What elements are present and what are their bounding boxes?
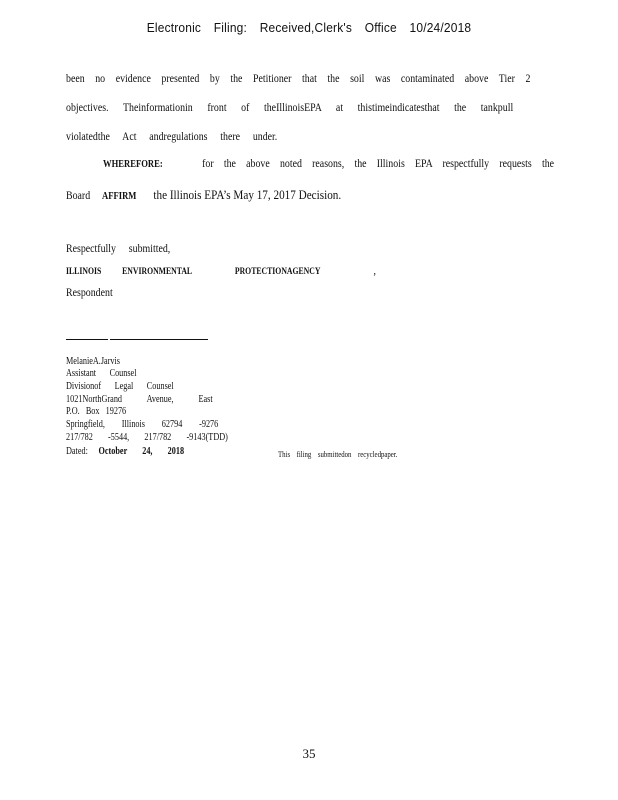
wherefore-line: [103, 158, 555, 170]
affirm-line: [66, 187, 341, 203]
signer-title: Assistant Counsel: [66, 368, 137, 379]
dated-value: October 24, 2018: [98, 446, 185, 457]
signer-phone: 217/782 -5544, 217/782 -9143(TDD): [66, 432, 228, 443]
wherefore-label: WHEREFORE:: [103, 159, 163, 170]
recycled-paper-note: This filing submittedon recycledpaper.: [278, 449, 398, 459]
signature-line-right: [110, 339, 208, 340]
affirm-word: AFFIRM: [101, 191, 137, 202]
decision-text: the Illinois EPA’s May 17, 2017 Decision.: [153, 187, 342, 202]
page-number: 35: [302, 746, 316, 761]
signer-city: Springfield, Illinois 62794 -9276: [66, 419, 219, 430]
agency-comma: ,: [373, 265, 377, 277]
body-line-2: objectives. Theinformationin front of theIllinoisEPA at thistimeindicatesthat the tankpull: [66, 102, 514, 114]
board-word: Board: [66, 190, 91, 202]
body-line-3: violatedthe Act andregulations there under.: [66, 131, 278, 143]
body-line-1: been no evidence presented by the Petitioner that the soil was contaminated above Tier 2: [66, 73, 531, 85]
signer-division: Divisionof Legal Counsel: [66, 381, 174, 392]
signature-line-left: [66, 339, 108, 340]
agency-name-part2: PROTECTIONAGENCY: [234, 266, 321, 276]
signer-name: MelanieA.Jarvis: [66, 356, 120, 367]
dated-line: [66, 446, 184, 458]
wherefore-text: for the above noted reasons, the Illinois EPA respectfully requests the: [202, 158, 555, 170]
agency-name-part1: ILLINOIS ENVIRONMENTAL: [66, 266, 193, 276]
respondent-label: Respondent: [66, 287, 113, 299]
respectfully-submitted: Respectfully submitted,: [66, 243, 171, 255]
filing-stamp: Electronic Filing: Received,Clerk's Office 10/24/2018: [146, 20, 472, 35]
agency-line: [66, 265, 376, 277]
signer-address: 1021NorthGrand Avenue, East: [66, 394, 213, 405]
signer-po-box: P.O. Box 19276: [66, 406, 127, 417]
dated-label: Dated:: [66, 446, 88, 457]
